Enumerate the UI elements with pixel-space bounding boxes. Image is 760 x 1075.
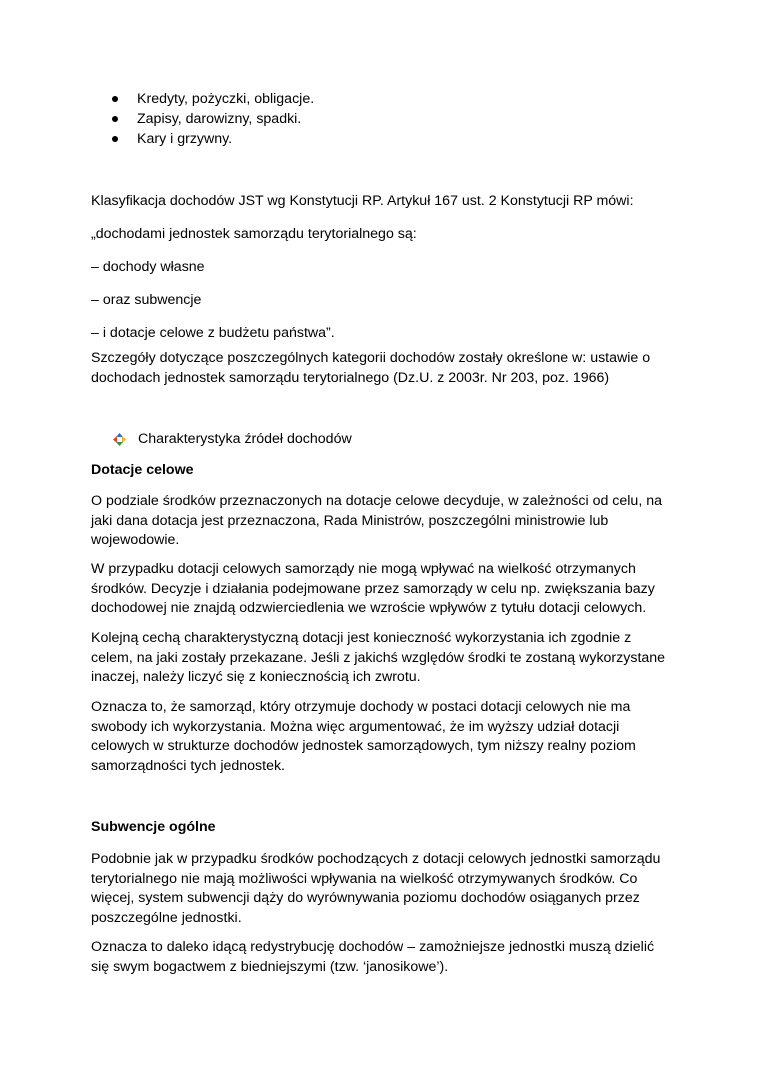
diamond-arrow-icon — [113, 433, 126, 446]
szczegoly-paragraph: Szczegóły dotyczące poszczególnych kategorii dochodów zostały określone w: ustawie o dochodach jednostek samorządu terytorialnego (Dz.U. z 2003r. Nr 203, poz. 1966) — [91, 350, 651, 386]
charakterystyka-heading — [113, 429, 352, 449]
bullet-dot-icon — [112, 136, 118, 142]
bullet-list — [112, 89, 314, 149]
bullet-text: Kary i grzywny. — [137, 131, 233, 147]
bullet-text: Zapisy, darowizny, spadki. — [137, 111, 302, 127]
subwencje-ogolne-heading: Subwencje ogólne — [91, 819, 216, 835]
quote-item-subwencje: – oraz subwencje — [91, 292, 202, 308]
dotacje-paragraph-2: W przypadku dotacji celowych samorządy nie mogą wpływać na wielkość otrzymanych środków. Decyzje i działania podejmowane przez samorządy w celu np. zwiększania bazy dochodowej nie znajdą odzwierciedlenia we wzroście wpływów z tytułu dotacji celowych. — [91, 561, 655, 616]
klasyfikacja-paragraph: Klasyfikacja dochodów JST wg Konstytucji RP. Artykuł 167 ust. 2 Konstytucji RP mówi: — [91, 193, 634, 209]
quote-item-dochody: – dochody własne — [91, 259, 205, 275]
bullet-text: Kredyty, pożyczki, obligacje. — [137, 91, 315, 107]
dotacje-paragraph-3: Kolejną cechą charakterystyczną dotacji jest konieczność wykorzystania ich zgodnie z celem, na jaki zostały przekazane. Jeśli z jakichś względów środki te zostaną wykorzystane inaczej, należy liczyć się z koniecznością ich zwrotu. — [91, 630, 666, 685]
list-item — [112, 109, 314, 129]
dotacje-paragraph-1: O podziale środków przeznaczonych na dotacje celowe decyduje, w zależności od celu, na jaki dana dotacja jest przeznaczona, Rada Ministrów, poszczególni ministrowie lub wojewodowie. — [91, 493, 662, 548]
subwencje-paragraph-2: Oznacza to daleko idącą redystrybucję dochodów – zamożniejsze jednostki muszą dzielić się swym bogactwem z biedniejszymi (tzw. ‘janosikowe’). — [91, 939, 655, 975]
quote-intro: „dochodami jednostek samorządu terytorialnego są: — [91, 226, 417, 242]
list-item — [112, 129, 314, 149]
bullet-dot-icon — [112, 116, 118, 122]
list-item — [112, 89, 314, 109]
bullet-dot-icon — [112, 96, 118, 102]
dotacje-paragraph-4: Oznacza to, że samorząd, który otrzymuje dochody w postaci dotacji celowych nie ma swobody ich wykorzystania. Można więc argumentować, że im wyższy udział dotacji celowych w strukturze dochodów jednostek samorządowych, tym niższy realny poziom samorządności tych jednostek. — [91, 699, 636, 774]
dotacje-celowe-heading: Dotacje celowe — [91, 462, 194, 478]
subwencje-paragraph-1: Podobnie jak w przypadku środków pochodzących z dotacji celowych jednostki samorządu terytorialnego nie mają możliwości wpływania na wielkość otrzymywanych środków. Co więcej, system subwencji dąży do wyrównywania poziomu dochodów osiąganych przez poszczególne jednostki. — [91, 851, 661, 926]
quote-item-dotacje: – i dotacje celowe z budżetu państwa”. — [91, 325, 335, 341]
charakterystyka-label: Charakterystyka źródeł dochodów — [138, 431, 352, 447]
